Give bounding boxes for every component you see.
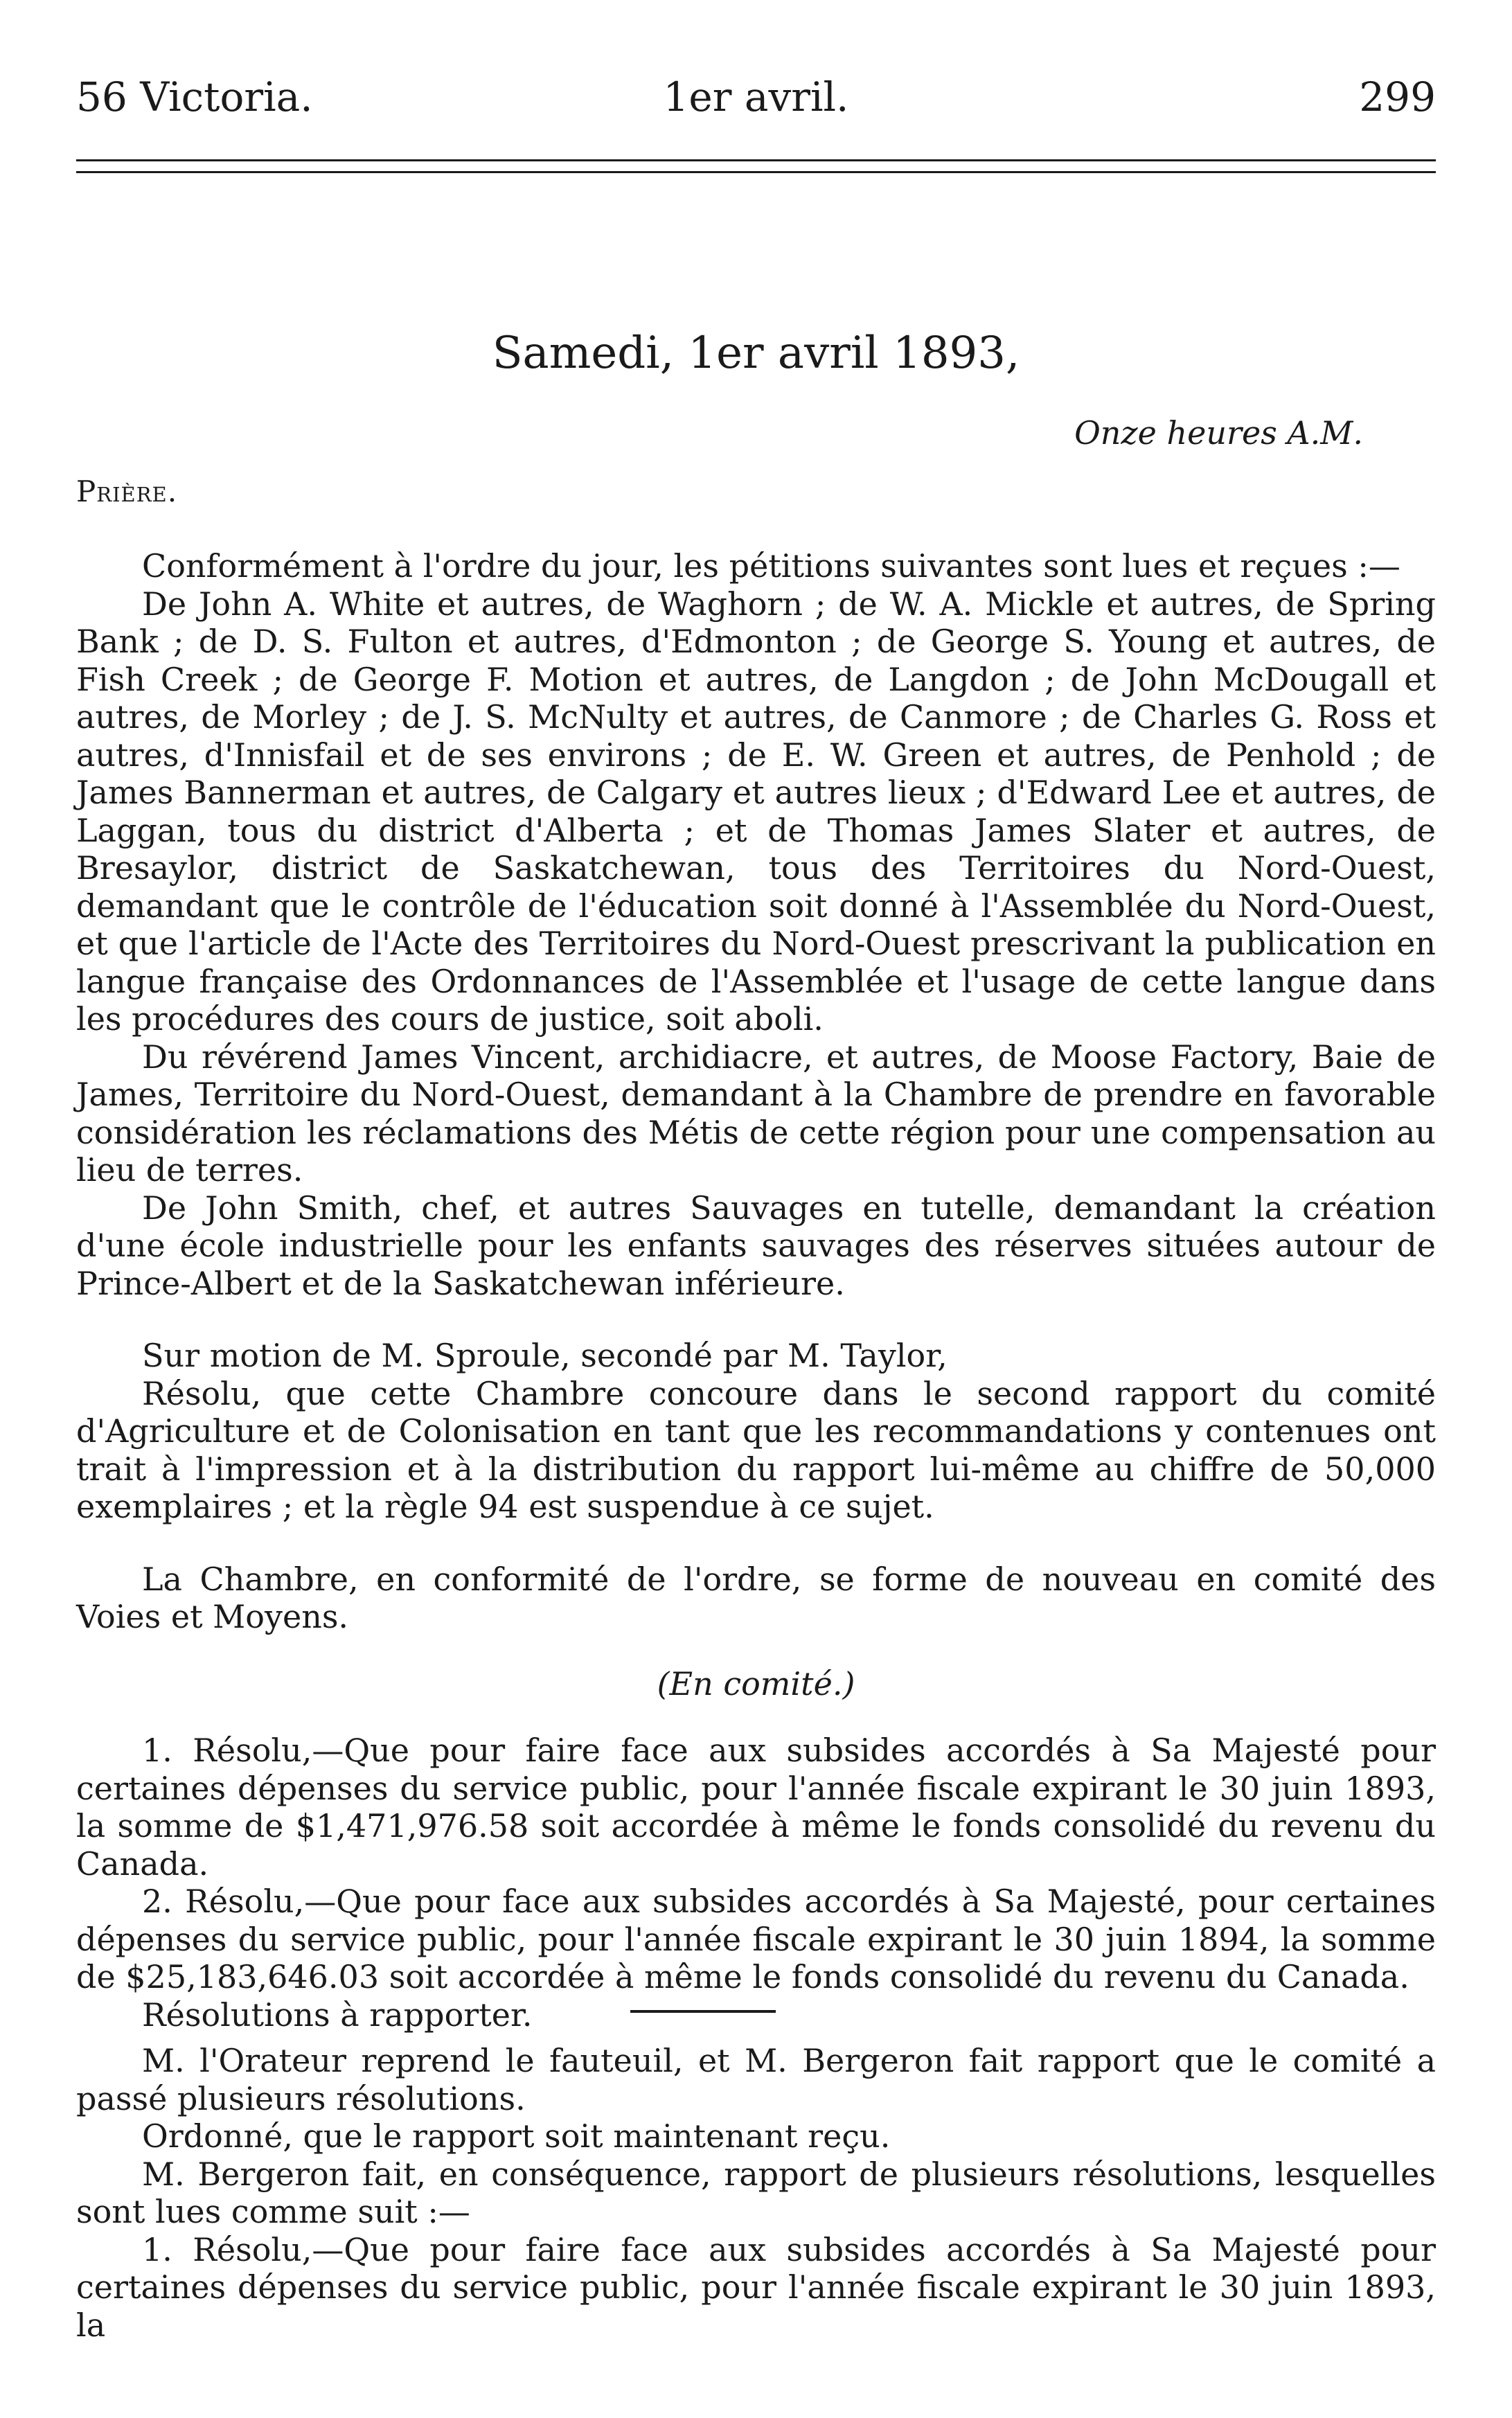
header-date: 1er avril.: [663, 73, 849, 121]
motion-paragraph: Sur motion de M. Sproule, secondé par M. Taylor,: [142, 1337, 948, 1374]
resolutions-to-report: Résolutions à rapporter.: [142, 1995, 533, 2034]
orateur-paragraph: M. l'Orateur reprend le fauteuil, et M. Bergeron fait rapport que le comité a passé plusieurs résolutions.: [76, 2042, 1436, 2117]
running-header: [76, 66, 1436, 128]
resolution-paragraph: Résolu, que cette Chambre concoure dans le second rapport du comité d'Agriculture et de Colonisation en tant que les recommandations y contenues ont trait à l'impression et à la distribution du rapport lui-même au chiffre de 50,000 exemplaires ; et la règle 94 est suspendue à ce sujet.: [76, 1374, 1436, 1525]
sitting-date-title: Samedi, 1er avril 1893,: [492, 328, 1020, 379]
bergeron-paragraph: M. Bergeron fait, en conséquence, rapport de plusieurs résolutions, lesquelles sont lues comme suit :—: [76, 2155, 1436, 2230]
resolution-item: 1. Résolu,—Que pour faire face aux subsides accordés à Sa Majesté pour certaines dépenses du service public, pour l'année fiscale expirant le 30 juin 1893, la: [76, 2230, 1436, 2344]
resolution-item: 2. Résolu,—Que pour face aux subsides accordés à Sa Majesté, pour certaines dépenses du service public, pour l'année fiscale expirant le 30 juin 1894, la somme de $25,183,646.03 soit accordée à même le fonds consolidé du revenu du Canada.: [76, 1883, 1436, 1995]
petitions-section: [76, 547, 1436, 2034]
en-comite-heading: (En comité.): [657, 1664, 855, 1703]
section-divider: [630, 2010, 776, 2013]
priere-heading: Prière.: [76, 474, 178, 508]
petition-paragraph: De John Smith, chef, et autres Sauvages en tutelle, demandant la création d'une école industrielle pour les enfants sauvages des réserves situées autour de Prince-Albert et de la Saskatchewan inférieure.: [76, 1189, 1436, 1302]
ordonne-paragraph: Ordonné, que le rapport soit maintenant reçu.: [142, 2117, 891, 2155]
sitting-time: Onze heures A.M.: [1074, 414, 1363, 452]
page-number: 299: [1359, 73, 1436, 121]
petitions-intro: Conformément à l'ordre du jour, les pétitions suivantes sont lues et reçues :—: [142, 547, 1400, 585]
resolution-item: 1. Résolu,—Que pour faire face aux subsides accordés à Sa Majesté pour certaines dépenses du service public, pour l'année fiscale expirant le 30 juin 1893, la somme de $1,471,976.58 soit accordée à même le fonds consolidé du revenu du Canada.: [76, 1732, 1436, 1883]
report-section: [76, 2042, 1436, 2344]
session-label: 56 Victoria.: [76, 73, 313, 121]
petition-paragraph: Du révérend James Vincent, archidiacre, et autres, de Moose Factory, Baie de James, Territoire du Nord-Ouest, demandant à la Chambre de prendre en favorable considération les réclamations des Métis de cette région pour une compensation au lieu de terres.: [76, 1038, 1436, 1189]
header-double-rule: [76, 159, 1436, 173]
petition-paragraph: De John A. White et autres, de Waghorn ; de W. A. Mickle et autres, de Spring Bank ; de D. S. Fulton et autres, d'Edmonton ; de George S. Young et autres, de Fish Creek ; de George F. Motion et autres, de Langdon ; de John McDougall et autres, de Morley ; de J. S. McNulty et autres, de Canmore ; de Charles G. Ross et autres, d'Innisfail et de ses environs ; de E. W. Green et autres, de Penhold ; de James Bannerman et autres, de Calgary et autres lieux ; d'Edward Lee et autres, de Laggan, tous du district d'Alberta ; et de Thomas James Slater et autres, de Bresaylor, district de Saskatchewan, tous des Territoires du Nord-Ouest, demandant que le contrôle de l'éducation soit donné à l'Assemblée du Nord-Ouest, et que l'article de l'Acte des Territoires du Nord-Ouest prescrivant la publication en langue française des Ordonnances de l'Assemblée et l'usage de cette langue dans les procédures des cours de justice, soit aboli.: [76, 585, 1436, 1038]
committee-intro: La Chambre, en conformité de l'ordre, se forme de nouveau en comité des Voies et Moyens.: [76, 1560, 1436, 1635]
